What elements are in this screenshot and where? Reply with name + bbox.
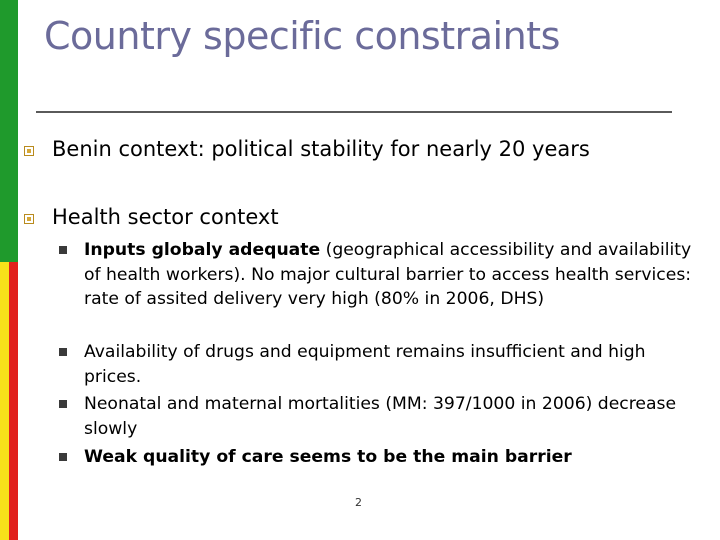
sub-bullet-icon — [59, 453, 67, 461]
page-number: 2 — [355, 496, 362, 509]
title-divider — [36, 111, 672, 113]
flag-green-stripe — [0, 0, 18, 262]
flag-red-stripe — [9, 262, 18, 540]
sub-bullet-inputs-text: (geographical accessibility and availability of health workers). No major cultural barrier to access health services: rate of assited delivery very high (80% in 2006, DHS) — [84, 240, 692, 309]
sub-bullet-icon — [59, 348, 67, 356]
sub-bullet-quality-bold: Weak quality of care seems to be the main barrier — [84, 447, 572, 467]
sub-bullet-inputs — [84, 238, 694, 312]
bullet-health-sector-context: Health sector context — [52, 205, 279, 229]
sub-bullet-drugs — [84, 340, 694, 389]
sub-bullet-mortalities-text: Neonatal and maternal mortalities (MM: 397/1000 in 2006) decrease slowly — [84, 394, 677, 439]
sub-bullet-icon — [59, 400, 67, 408]
square-bullet-icon — [24, 214, 34, 224]
sub-bullet-drugs-text: Availability of drugs and equipment remains insufficient and high prices. — [84, 342, 646, 387]
bullet-benin-context: Benin context: political stability for nearly 20 years — [52, 137, 590, 161]
sub-bullet-inputs-bold: Inputs globaly adequate — [84, 240, 321, 260]
sub-bullet-icon — [59, 246, 67, 254]
slide-title: Country specific constraints — [44, 14, 560, 58]
sub-bullet-mortalities — [84, 392, 694, 441]
square-bullet-icon — [24, 146, 34, 156]
sub-bullet-quality — [84, 445, 694, 470]
